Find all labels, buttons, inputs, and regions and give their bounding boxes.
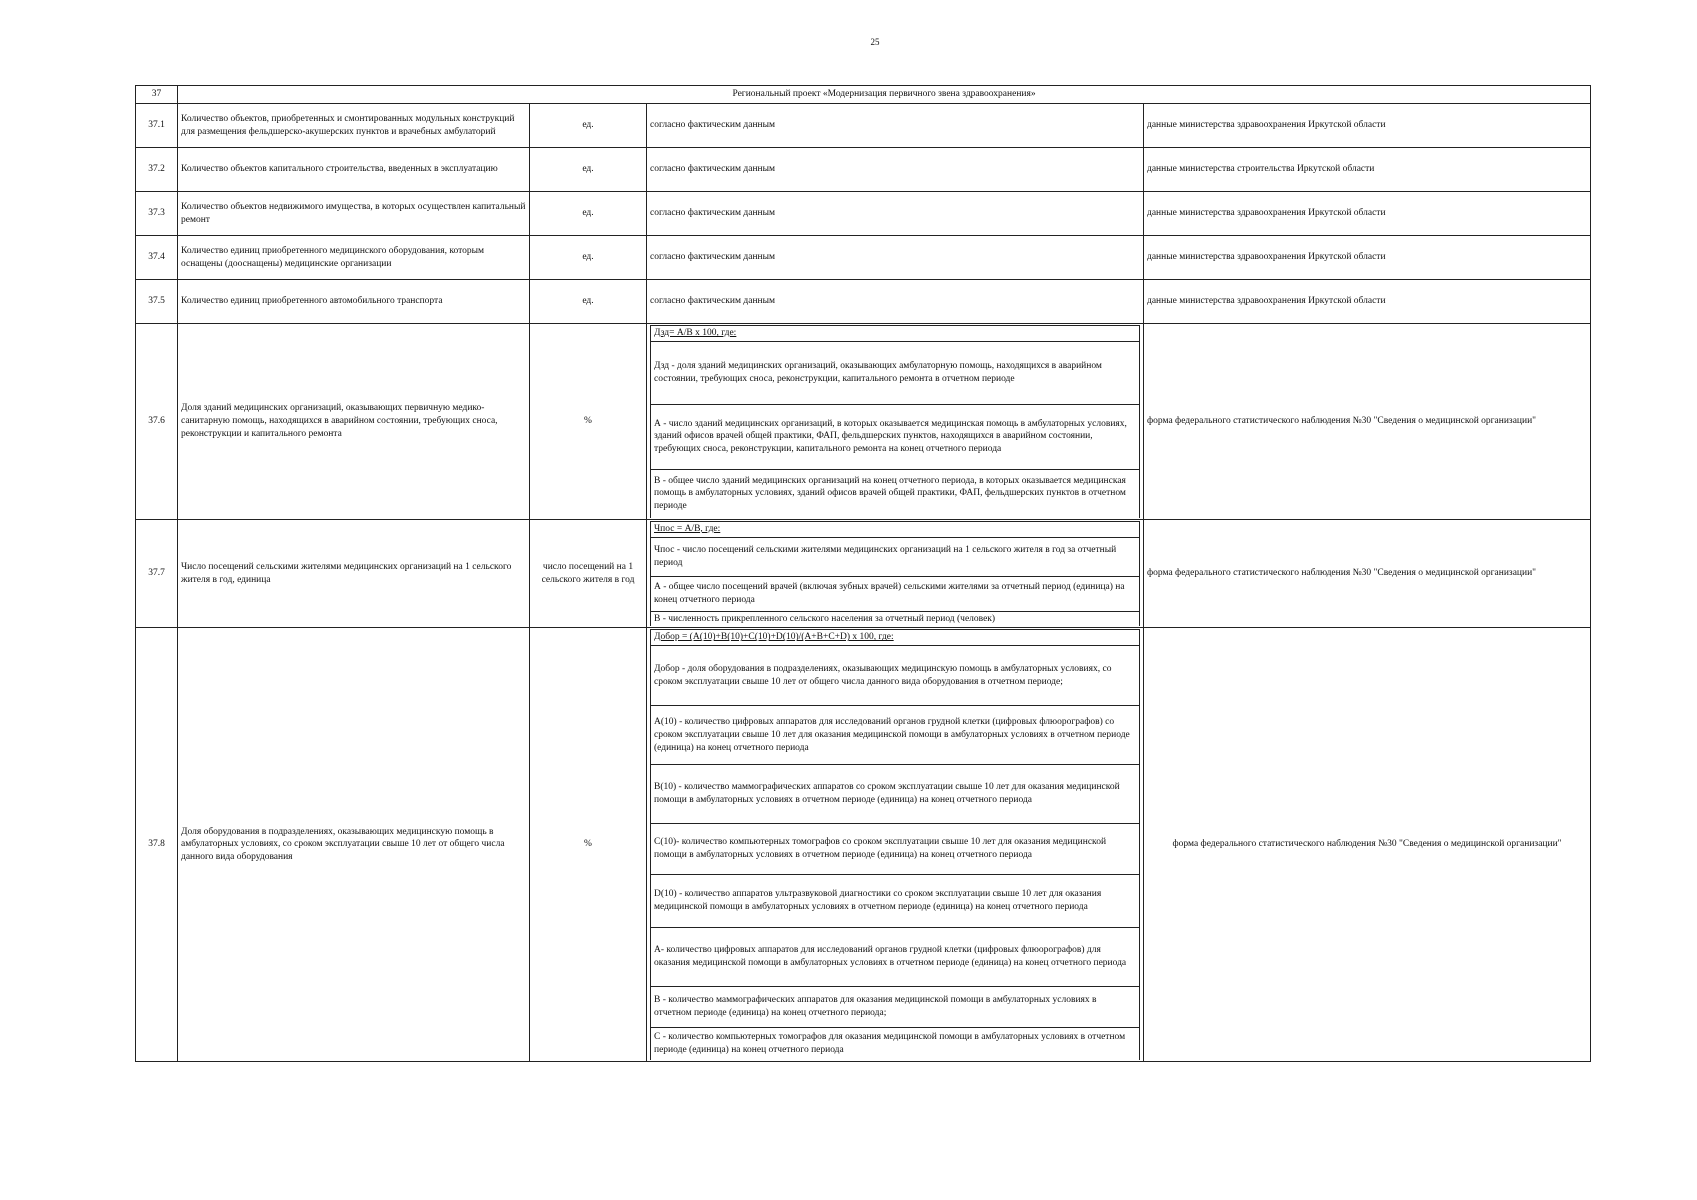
formula-definition: В - количество маммографических аппаратов для оказания медицинской помощи в амбулаторных условиях в отчетном периоде (единица) на конец отчетного периода;	[651, 987, 1140, 1028]
method-subtable	[650, 325, 1140, 518]
formula-definition: А - число зданий медицинских организаций, в которых оказывается медицинская помощь в амбулаторных условиях, зданий офисов врачей общей практики, ФАП, фельдшерских пунктов, находящихся в аварийном состоянии, требующих сноса, реконструкции, капитального ремонта на конец отчетного периода	[651, 404, 1140, 469]
indicator-name: Количество единиц приобретенного автомобильного транспорта	[178, 280, 530, 324]
row-number: 37.6	[136, 324, 178, 520]
method-cell: согласно фактическим данным	[647, 236, 1144, 280]
method-cell	[647, 628, 1144, 1062]
formula-definition: В - общее число зданий медицинских организаций на конец отчетного периода, в которых оказывается медицинская помощь в амбулаторных условиях, зданий офисов врачей общей практики, ФАП, фельдшерских пунктов в отчетном периоде	[651, 469, 1140, 518]
source-cell: данные министерства здравоохранения Иркутской области	[1144, 280, 1591, 324]
row-number: 37.4	[136, 236, 178, 280]
indicators-table	[135, 85, 1591, 1062]
table-row	[136, 104, 1591, 148]
indicator-name: Доля оборудования в подразделениях, оказывающих медицинскую помощь в амбулаторных условиях, со сроком эксплуатации свыше 10 лет от общего числа данного вида оборудования	[178, 628, 530, 1062]
source-cell: форма федерального статистического наблюдения №30 "Сведения о медицинской организации"	[1144, 628, 1591, 1062]
method-cell: согласно фактическим данным	[647, 104, 1144, 148]
formula-definition: С - количество компьютерных томографов для оказания медицинской помощи в амбулаторных условиях в отчетном периоде (единица) на конец отчетного периода	[651, 1028, 1140, 1061]
source-cell: данные министерства здравоохранения Иркутской области	[1144, 236, 1591, 280]
table-row	[136, 148, 1591, 192]
method-subtable	[650, 629, 1140, 1060]
unit-cell: ед.	[530, 148, 647, 192]
unit-cell: ед.	[530, 280, 647, 324]
table-row	[136, 236, 1591, 280]
formula-definition: А- количество цифровых аппаратов для исследований органов грудной клетки (цифровых флюорографов) для оказания медицинской помощи в амбулаторных условиях в отчетном периоде (единица) на конец отчетного периода	[651, 928, 1140, 987]
source-cell: данные министерства строительства Иркутской области	[1144, 148, 1591, 192]
unit-cell: число посещений на 1 сельского жителя в год	[530, 519, 647, 628]
indicator-name: Количество объектов недвижимого имущества, в которых осуществлен капитальный ремонт	[178, 192, 530, 236]
source-cell: данные министерства здравоохранения Иркутской области	[1144, 104, 1591, 148]
unit-cell: %	[530, 324, 647, 520]
unit-cell: ед.	[530, 192, 647, 236]
row-number: 37.1	[136, 104, 178, 148]
table-row	[136, 280, 1591, 324]
method-cell: согласно фактическим данным	[647, 280, 1144, 324]
indicator-name: Количество единиц приобретенного медицинского оборудования, которым оснащены (дооснащены) медицинские организации	[178, 236, 530, 280]
table-row	[136, 192, 1591, 236]
source-cell: форма федерального статистического наблюдения №30 "Сведения о медицинской организации"	[1144, 519, 1591, 628]
row-number: 37.3	[136, 192, 178, 236]
row-number: 37.5	[136, 280, 178, 324]
source-cell: форма федерального статистического наблюдения №30 "Сведения о медицинской организации"	[1144, 324, 1591, 520]
indicator-name: Число посещений сельскими жителями медицинских организаций на 1 сельского жителя в год, единица	[178, 519, 530, 628]
formula-definition: А - общее число посещений врачей (включая зубных врачей) сельскими жителями за отчетный период (единица) на конец отчетного периода	[651, 576, 1140, 611]
page-number: 25	[870, 37, 880, 47]
row-number: 37.8	[136, 628, 178, 1062]
formula-definition: Дзд - доля зданий медицинских организаций, оказывающих амбулаторную помощь, находящихся в аварийном состоянии, требующих сноса, реконструкции, капитального ремонта в отчетном периоде	[651, 341, 1140, 404]
row-number: 37.2	[136, 148, 178, 192]
indicator-name: Количество объектов, приобретенных и смонтированных модульных конструкций для размещения фельдшерско-акушерских пунктов и врачебных амбулаторий	[178, 104, 530, 148]
formula-definition: В(10) - количество маммографических аппаратов со сроком эксплуатации свыше 10 лет для оказания медицинской помощи в амбулаторных условиях в отчетном периоде (единица) на конец отчетного периода	[651, 765, 1140, 824]
formula-definition: В - численность прикрепленного сельского населения за отчетный период (человек)	[651, 611, 1140, 626]
formula-line: Дзд= А/В х 100, где:	[651, 326, 1140, 342]
table-row	[136, 324, 1591, 520]
section-number: 37	[136, 86, 178, 104]
formula-line: Добор = (А(10)+В(10)+С(10)+D(10)/(А+В+С+D) х 100, где:	[651, 630, 1140, 646]
formula-line: Чпос = А/В, где:	[651, 521, 1140, 537]
method-cell: согласно фактическим данным	[647, 148, 1144, 192]
unit-cell: ед.	[530, 104, 647, 148]
unit-cell: %	[530, 628, 647, 1062]
formula-definition: А(10) - количество цифровых аппаратов для исследований органов грудной клетки (цифровых флюорографов) со сроком эксплуатации свыше 10 лет для оказания медицинской помощи в амбулаторных условиях в отчетном периоде (единица) на конец отчетного периода	[651, 706, 1140, 765]
indicator-name: Доля зданий медицинских организаций, оказывающих первичную медико-санитарную помощь, находящихся в аварийном состоянии, требующих сноса, реконструкции и капитального ремонта	[178, 324, 530, 520]
method-cell	[647, 519, 1144, 628]
formula-definition: Чпос - число посещений сельскими жителями медицинских организаций на 1 сельского жителя в год за отчетный период	[651, 537, 1140, 576]
table-row	[136, 628, 1591, 1062]
method-cell	[647, 324, 1144, 520]
formula-definition: С(10)- количество компьютерных томографов со сроком эксплуатации свыше 10 лет для оказания медицинской помощи в амбулаторных условиях в отчетном периоде (единица) на конец отчетного периода	[651, 824, 1140, 875]
formula-definition: Добор - доля оборудования в подразделениях, оказывающих медицинскую помощь в амбулаторных условиях, со сроком эксплуатации свыше 10 лет от общего числа данного вида оборудования в отчетном периоде;	[651, 646, 1140, 706]
method-cell: согласно фактическим данным	[647, 192, 1144, 236]
row-number: 37.7	[136, 519, 178, 628]
section-title: Региональный проект «Модернизация первичного звена здравоохранения»	[178, 86, 1591, 104]
formula-definition: D(10) - количество аппаратов ультразвуковой диагностики со сроком эксплуатации свыше 10 лет для оказания медицинской помощи в амбулаторных условиях в отчетном периоде (единица) на конец отчетного периода	[651, 875, 1140, 928]
method-subtable	[650, 521, 1140, 627]
indicator-name: Количество объектов капитального строительства, введенных в эксплуатацию	[178, 148, 530, 192]
source-cell: данные министерства здравоохранения Иркутской области	[1144, 192, 1591, 236]
section-header-row	[136, 86, 1591, 104]
table-row	[136, 519, 1591, 628]
unit-cell: ед.	[530, 236, 647, 280]
